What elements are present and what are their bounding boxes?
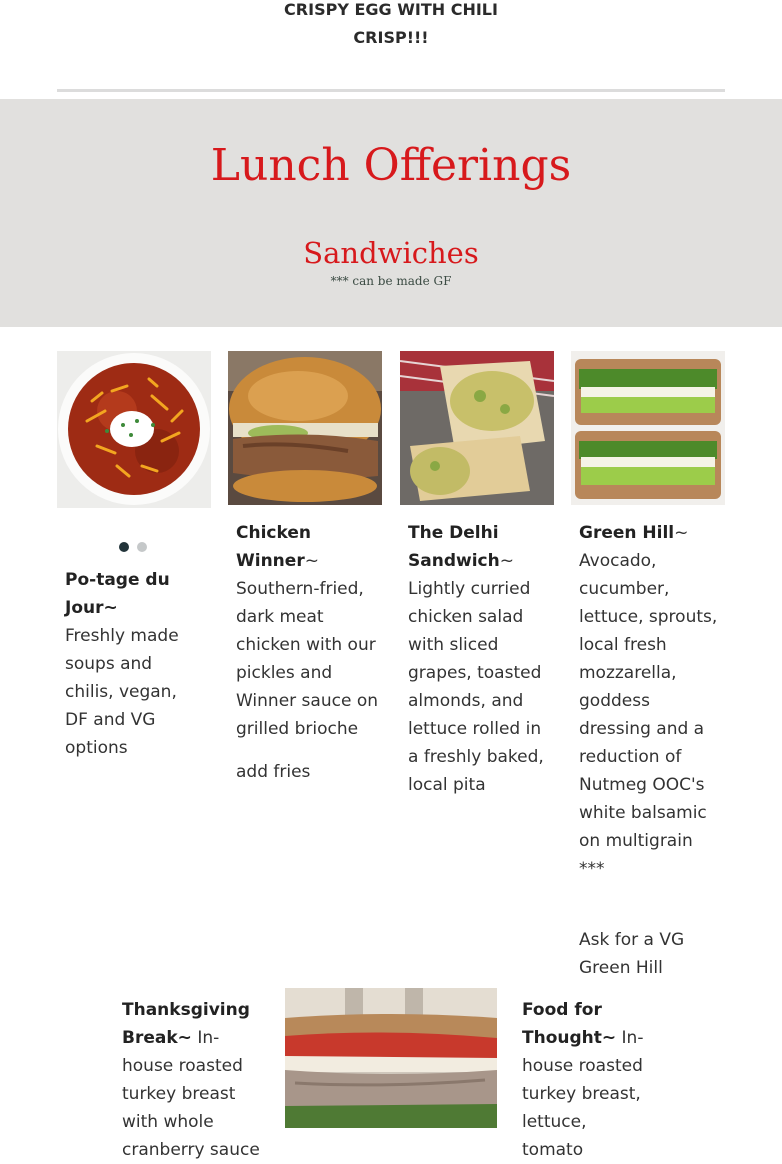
menu-item-delhi-sandwich [408,519,550,799]
item-description: In-house roasted turkey breast with whole cranberry sauce [122,1028,260,1160]
item-name: The Delhi Sandwich [408,523,500,571]
turkey-image[interactable] [285,988,497,1128]
item-separator: ~ [674,523,689,543]
item-name: Po-tage du Jour~ [65,570,170,618]
section-title: Lunch Offerings [210,140,572,191]
item-separator: ~ [499,551,514,571]
item-extra: add fries [236,762,311,782]
item-description: Southern-fried, dark meat chicken with our pickles and Winner sauce on grilled brioche [236,579,378,739]
item-name: Thanksgiving Break~ [122,1000,250,1048]
menu-item-soup [65,566,205,762]
item-name: Green Hill [579,523,675,543]
item-description: Freshly made soups and chilis, vegan, DF and VG options [65,626,179,758]
page-title-line1: CRISPY EGG WITH CHILI [284,0,498,19]
lunch-header-band [0,99,782,327]
menu-item-chicken-winner [236,519,378,786]
menu-item-food-for-thought [522,996,647,1164]
menu-item-green-hill [579,519,721,982]
delhi-image[interactable] [400,351,554,505]
page-title-line2: CRISP!!! [353,28,429,47]
item-extra: Ask for a VG Green Hill [579,930,685,978]
gf-note: *** can be made GF [330,274,452,288]
item-description: In-house roasted turkey breast, lettuce, tomato [522,1028,644,1160]
section-divider [57,89,725,92]
item-description: Lightly curried chicken salad with sliced grapes, toasted almonds, and lettuce rolled in a freshly baked, local pita [408,579,544,795]
section-subtitle: Sandwiches [303,236,479,270]
soup-image[interactable] [57,351,211,508]
item-description: Avocado, cucumber, lettuce, sprouts, local fresh mozzarella, goddess dressing and a reduction of Nutmeg OOC's white balsamic on multigrain *** [579,551,718,879]
greenhill-image[interactable] [571,351,725,505]
carousel-dot-1[interactable] [119,542,129,552]
chicken-image[interactable] [228,351,382,505]
page-title [0,0,782,52]
item-separator: ~ [304,551,319,571]
item-name: Food for Thought~ [522,1000,617,1048]
menu-item-thanksgiving-break [122,996,267,1164]
carousel-dot-2[interactable] [137,542,147,552]
carousel-dots [119,542,155,561]
item-name: Chicken Winner [236,523,311,571]
